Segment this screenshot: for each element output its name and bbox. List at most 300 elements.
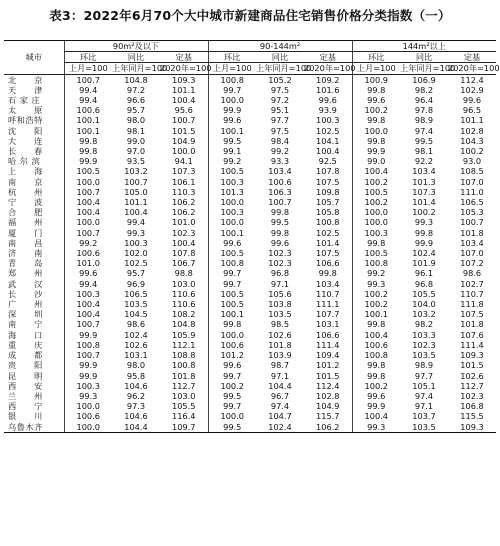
- price-index-table: [4, 40, 500, 433]
- index-value: 100.7: [172, 115, 196, 126]
- index-value: 100.3: [208, 207, 256, 217]
- sub-header-yoy: 同比: [112, 52, 160, 63]
- index-value: 100.1: [64, 126, 112, 136]
- index-value: 99.8: [64, 136, 112, 146]
- index-value: 99.9: [64, 330, 112, 340]
- city-name: 厦 门: [8, 227, 43, 238]
- index-value: 112.7: [460, 380, 484, 391]
- index-value: 98.8: [174, 268, 193, 279]
- index-value: 99.8: [352, 136, 400, 146]
- index-value: 101.4: [412, 197, 436, 208]
- table-row: [4, 228, 496, 238]
- index-value: 95.8: [126, 370, 146, 381]
- table-row: [4, 289, 496, 299]
- index-value: 99.2: [270, 146, 290, 157]
- table-row: [4, 197, 496, 207]
- index-value: 99.5: [270, 217, 290, 228]
- index-value: 102.4: [124, 329, 148, 340]
- index-value: 99.7: [208, 85, 256, 95]
- index-value: 100.5: [208, 299, 256, 309]
- base-header-mom: 上月=100: [352, 63, 400, 74]
- index-value: 100.7: [124, 176, 148, 187]
- index-value: 100.4: [172, 237, 196, 248]
- index-value: 100.4: [64, 299, 112, 309]
- index-value: 112.1: [172, 339, 196, 350]
- index-value: 109.7: [160, 422, 208, 433]
- index-value: 100.0: [64, 401, 112, 411]
- index-value: 97.1: [414, 401, 434, 412]
- table-row: [4, 166, 496, 176]
- city-name: 福 州: [8, 217, 43, 228]
- index-value: 105.0: [124, 186, 148, 197]
- table-row: [4, 85, 496, 95]
- index-value: 102.3: [268, 248, 292, 259]
- index-value: 102.3: [172, 227, 196, 238]
- index-value: 105.7: [316, 197, 340, 208]
- index-value: 101.8: [460, 227, 484, 238]
- index-value: 100.0: [208, 217, 256, 227]
- index-value: 99.8: [270, 207, 290, 218]
- index-value: 102.7: [460, 278, 484, 289]
- index-value: 99.6: [208, 115, 256, 125]
- index-value: 95.7: [126, 105, 146, 116]
- index-value: 106.6: [316, 329, 340, 340]
- index-value: 107.5: [460, 309, 484, 320]
- index-value: 98.2: [414, 319, 434, 330]
- index-value: 101.9: [412, 258, 436, 269]
- index-value: 111.1: [316, 299, 340, 310]
- index-value: 99.8: [352, 115, 400, 125]
- index-value: 98.1: [126, 125, 146, 136]
- index-value: 99.3: [64, 391, 112, 401]
- table-row: [4, 238, 496, 248]
- table-row: [4, 309, 496, 319]
- city-name: 海 口: [8, 329, 43, 340]
- index-value: 97.4: [270, 401, 290, 412]
- base-header-mom: 上月=100: [208, 63, 256, 74]
- index-value: 100.1: [208, 309, 256, 319]
- table-row: [4, 411, 496, 421]
- index-value: 100.2: [352, 381, 400, 391]
- index-value: 101.8: [460, 319, 484, 330]
- index-value: 106.7: [172, 258, 196, 269]
- index-value: 100.0: [352, 207, 400, 217]
- table-row: [4, 207, 496, 217]
- index-value: 100.8: [352, 350, 400, 360]
- index-value: 100.5: [208, 248, 256, 258]
- index-value: 99.9: [352, 401, 400, 411]
- index-value: 100.6: [208, 340, 256, 350]
- table-row: [4, 279, 496, 289]
- index-value: 101.6: [316, 84, 340, 95]
- index-value: 100.1: [352, 309, 400, 319]
- index-value: 104.0: [412, 299, 436, 310]
- index-value: 101.3: [412, 176, 436, 187]
- index-value: 106.6: [316, 258, 340, 269]
- index-value: 107.7: [316, 309, 340, 320]
- table-row: [4, 299, 496, 309]
- index-value: 100.0: [352, 126, 400, 136]
- index-value: 93.9: [318, 105, 337, 116]
- index-value: 105.2: [268, 74, 292, 85]
- table-row: [4, 156, 496, 166]
- table-row: [4, 258, 496, 268]
- index-value: 101.0: [172, 217, 196, 228]
- index-value: 109.3: [172, 74, 196, 85]
- city-name: 武 汉: [8, 278, 43, 289]
- index-value: 100.5: [352, 187, 400, 197]
- index-value: 102.5: [316, 227, 340, 238]
- table-row: [4, 95, 496, 105]
- index-value: 107.6: [460, 329, 484, 340]
- index-value: 100.0: [208, 330, 256, 340]
- table-row: [4, 268, 496, 278]
- index-value: 98.9: [414, 360, 434, 371]
- index-value: 104.5: [124, 309, 148, 320]
- index-value: 107.3: [172, 166, 196, 177]
- index-value: 100.0: [208, 95, 256, 105]
- index-value: 102.6: [268, 329, 292, 340]
- index-value: 100.4: [172, 95, 196, 106]
- table-row: [4, 136, 496, 146]
- index-value: 98.6: [462, 268, 482, 279]
- index-value: 92.2: [414, 156, 434, 167]
- index-value: 100.5: [352, 248, 400, 258]
- index-value: 96.8: [414, 278, 434, 289]
- sub-header-yoy: 同比: [400, 52, 448, 63]
- index-value: 100.3: [64, 381, 112, 391]
- index-value: 98.7: [270, 360, 290, 371]
- index-value: 97.5: [270, 125, 290, 136]
- index-value: 100.4: [64, 309, 112, 319]
- index-value: 115.5: [460, 411, 484, 422]
- index-value: 100.7: [460, 217, 484, 228]
- city-name: 贵 阳: [8, 360, 43, 371]
- table-row: [4, 126, 496, 136]
- index-value: 102.8: [460, 125, 484, 136]
- index-value: 99.9: [64, 360, 112, 370]
- index-value: 99.8: [352, 371, 400, 381]
- index-value: 100.4: [352, 411, 400, 421]
- index-value: 100.2: [352, 289, 400, 299]
- index-value: 102.5: [124, 258, 148, 269]
- city-name: 南 昌: [8, 237, 43, 248]
- sub-header-fixed: 定基: [448, 52, 496, 63]
- index-value: 100.6: [352, 340, 400, 350]
- index-value: 99.8: [208, 319, 256, 329]
- index-value: 100.7: [64, 74, 112, 85]
- index-value: 99.2: [64, 238, 112, 248]
- index-value: 98.9: [414, 115, 434, 126]
- index-value: 95.7: [126, 268, 146, 279]
- city-name: 南 宁: [8, 319, 43, 330]
- index-value: 106.2: [172, 207, 196, 218]
- index-value: 97.2: [126, 84, 146, 95]
- index-value: 103.4: [268, 166, 292, 177]
- index-value: 99.1: [208, 146, 256, 156]
- table-row: [4, 74, 496, 85]
- index-value: 109.4: [316, 350, 340, 361]
- index-value: 93.3: [270, 156, 290, 167]
- index-value: 105.5: [412, 288, 436, 299]
- index-value: 103.2: [124, 166, 148, 177]
- index-value: 97.1: [270, 278, 290, 289]
- index-value: 102.8: [316, 390, 340, 401]
- city-name: 重 庆: [8, 339, 43, 350]
- index-value: 105.8: [316, 207, 340, 218]
- index-value: 107.5: [316, 176, 340, 187]
- index-value: 100.4: [124, 207, 148, 218]
- index-value: 99.3: [352, 279, 400, 289]
- index-value: 98.0: [126, 115, 146, 126]
- index-value: 109.3: [448, 422, 496, 433]
- index-value: 103.4: [460, 237, 484, 248]
- index-value: 100.1: [208, 228, 256, 238]
- index-value: 101.1: [172, 84, 196, 95]
- index-value: 100.6: [64, 411, 112, 421]
- base-header-yoy: 上年同月=100: [256, 63, 312, 74]
- city-name: 杭 州: [8, 186, 43, 197]
- index-value: 103.5: [268, 309, 292, 320]
- index-value: 105.9: [172, 329, 196, 340]
- index-value: 100.8: [64, 340, 112, 350]
- index-value: 107.8: [316, 166, 340, 177]
- index-value: 96.4: [414, 95, 434, 106]
- index-value: 97.8: [414, 105, 434, 116]
- index-value: 99.6: [208, 238, 256, 248]
- table-body: [4, 74, 496, 432]
- index-value: 105.5: [172, 401, 196, 412]
- base-header-fixed: 2020年=100: [160, 63, 212, 74]
- index-value: 99.8: [352, 360, 400, 370]
- index-value: 110.6: [172, 288, 196, 299]
- index-value: 100.5: [64, 166, 112, 176]
- index-value: 106.5: [124, 288, 148, 299]
- sub-header-fixed: 定基: [304, 52, 352, 63]
- index-value: 102.4: [256, 422, 304, 433]
- index-value: 99.7: [208, 268, 256, 278]
- index-value: 102.4: [412, 248, 436, 259]
- base-header-mom: 上月=100: [64, 63, 112, 74]
- index-value: 100.3: [316, 115, 340, 126]
- index-value: 103.4: [412, 166, 436, 177]
- index-value: 99.5: [208, 422, 256, 433]
- city-name: 合 肥: [8, 207, 43, 218]
- index-value: 102.3: [268, 258, 292, 269]
- city-name: 呼和浩特: [8, 115, 43, 126]
- index-value: 104.3: [460, 135, 484, 146]
- index-value: 106.3: [268, 186, 292, 197]
- index-value: 97.7: [414, 370, 434, 381]
- index-value: 93.5: [126, 156, 146, 167]
- city-name: 太 原: [8, 105, 43, 116]
- index-value: 100.8: [352, 258, 400, 268]
- index-value: 101.8: [172, 370, 196, 381]
- city-name: 哈 尔 滨: [8, 156, 41, 167]
- index-value: 100.7: [64, 228, 112, 238]
- index-value: 100.2: [352, 197, 400, 207]
- index-value: 110.7: [316, 288, 340, 299]
- index-value: 97.0: [126, 146, 146, 157]
- index-value: 99.7: [208, 401, 256, 411]
- index-value: 96.6: [126, 95, 146, 106]
- index-value: 112.4: [316, 380, 340, 391]
- index-value: 100.1: [208, 126, 256, 136]
- base-header-yoy: 上年同月=100: [112, 63, 168, 74]
- table-row: [4, 340, 496, 350]
- city-name: 上 海: [8, 166, 43, 177]
- group-header-medium: 90-144m²: [208, 41, 352, 52]
- city-name: 大 连: [8, 135, 43, 146]
- index-value: 100.2: [352, 105, 400, 115]
- index-value: 100.0: [64, 422, 112, 433]
- table-row: [4, 177, 496, 187]
- city-name: 成 都: [8, 350, 43, 361]
- index-value: 101.0: [64, 258, 112, 268]
- index-value: 100.1: [64, 115, 112, 125]
- index-value: 107.8: [172, 248, 196, 259]
- index-value: 100.0: [172, 146, 196, 157]
- index-value: 115.7: [316, 411, 340, 422]
- index-value: 106.1: [172, 176, 196, 187]
- index-value: 109.2: [316, 74, 340, 85]
- index-value: 100.7: [64, 350, 112, 360]
- index-value: 99.0: [352, 156, 400, 166]
- city-name: 西 宁: [8, 401, 43, 412]
- group-header-small: 90m²及以下: [64, 41, 208, 52]
- table-row: [4, 391, 496, 401]
- city-name: 宁 波: [8, 197, 43, 208]
- index-value: 99.9: [64, 156, 112, 166]
- index-value: 103.5: [412, 350, 436, 361]
- index-value: 100.7: [64, 187, 112, 197]
- index-value: 103.9: [268, 350, 292, 361]
- index-value: 99.2: [352, 268, 400, 278]
- index-value: 102.0: [124, 248, 148, 259]
- index-value: 104.4: [112, 422, 160, 433]
- city-name: 长 沙: [8, 288, 43, 299]
- index-value: 99.8: [352, 238, 400, 248]
- index-value: 100.8: [208, 258, 256, 268]
- index-value: 107.5: [316, 248, 340, 259]
- index-value: 110.3: [172, 186, 196, 197]
- index-value: 112.7: [172, 380, 196, 391]
- index-value: 93.0: [462, 156, 482, 167]
- city-name: 北 京: [8, 74, 43, 85]
- index-value: 99.6: [352, 391, 400, 401]
- index-value: 99.9: [414, 237, 434, 248]
- index-value: 100.2: [208, 381, 256, 391]
- index-value: 109.8: [316, 186, 340, 197]
- index-value: 96.2: [126, 390, 146, 401]
- index-value: 96.8: [270, 268, 290, 279]
- city-name: 青 岛: [8, 258, 43, 269]
- index-value: 100.6: [268, 176, 292, 187]
- index-value: 99.8: [352, 85, 400, 95]
- base-header-fixed: 2020年=100: [304, 63, 356, 74]
- index-value: 100.6: [64, 105, 112, 115]
- index-value: 99.8: [318, 268, 337, 279]
- index-value: 101.8: [268, 339, 292, 350]
- index-value: 103.0: [172, 390, 196, 401]
- index-value: 104.8: [172, 319, 196, 330]
- index-value: 111.0: [460, 186, 484, 197]
- index-value: 96.9: [126, 278, 146, 289]
- index-value: 99.4: [64, 95, 112, 105]
- index-value: 100.6: [64, 248, 112, 258]
- index-value: 100.4: [64, 207, 112, 217]
- index-value: 100.0: [352, 217, 400, 227]
- index-value: 97.1: [270, 370, 290, 381]
- index-value: 100.3: [208, 177, 256, 187]
- index-value: 96.1: [414, 268, 434, 279]
- index-value: 103.7: [412, 411, 436, 422]
- city-name: 南 京: [8, 176, 43, 187]
- index-value: 98.1: [414, 146, 434, 157]
- index-value: 99.6: [270, 237, 290, 248]
- index-value: 106.2: [172, 197, 196, 208]
- sub-header-mom: 环比: [352, 52, 400, 63]
- index-value: 102.9: [460, 84, 484, 95]
- index-value: 98.5: [270, 319, 290, 330]
- index-value: 103.1: [124, 350, 148, 361]
- index-value: 99.5: [208, 136, 256, 146]
- index-value: 97.4: [414, 125, 434, 136]
- index-value: 104.6: [124, 411, 148, 422]
- index-value: 106.9: [412, 74, 436, 85]
- index-value: 103.4: [316, 278, 340, 289]
- table-row: [4, 371, 496, 381]
- city-name: 广 州: [8, 299, 43, 310]
- table-row: [4, 248, 496, 258]
- index-value: 99.6: [64, 268, 112, 278]
- index-value: 100.7: [64, 319, 112, 329]
- index-value: 104.9: [172, 135, 196, 146]
- city-name: 长 春: [8, 146, 43, 157]
- index-value: 101.5: [316, 370, 340, 381]
- index-value: 98.4: [270, 135, 290, 146]
- index-value: 99.6: [208, 360, 256, 370]
- city-name: 天 津: [8, 84, 43, 95]
- index-value: 104.6: [124, 380, 148, 391]
- index-value: 95.6: [174, 105, 193, 116]
- index-value: 100.0: [64, 217, 112, 227]
- table-row: [4, 381, 496, 391]
- index-value: 104.9: [316, 401, 340, 412]
- index-value: 105.6: [268, 288, 292, 299]
- index-value: 99.3: [352, 422, 400, 433]
- table-row: [4, 360, 496, 370]
- index-value: 97.7: [270, 115, 290, 126]
- index-value: 101.1: [460, 115, 484, 126]
- index-value: 112.4: [460, 74, 484, 85]
- index-value: 95.1: [270, 105, 290, 116]
- index-value: 97.5: [270, 84, 290, 95]
- table-row: [4, 217, 496, 227]
- city-name: 石 家 庄: [8, 95, 41, 106]
- index-value: 102.5: [316, 125, 340, 136]
- index-value: 101.5: [460, 360, 484, 371]
- index-value: 100.7: [268, 197, 292, 208]
- index-value: 99.7: [208, 371, 256, 381]
- index-value: 100.2: [412, 207, 436, 218]
- city-name: 银 川: [8, 411, 43, 422]
- index-value: 104.4: [268, 380, 292, 391]
- city-name: 郑 州: [8, 268, 43, 279]
- index-value: 108.2: [172, 309, 196, 320]
- index-value: 103.1: [316, 319, 340, 330]
- index-value: 108.5: [460, 166, 484, 177]
